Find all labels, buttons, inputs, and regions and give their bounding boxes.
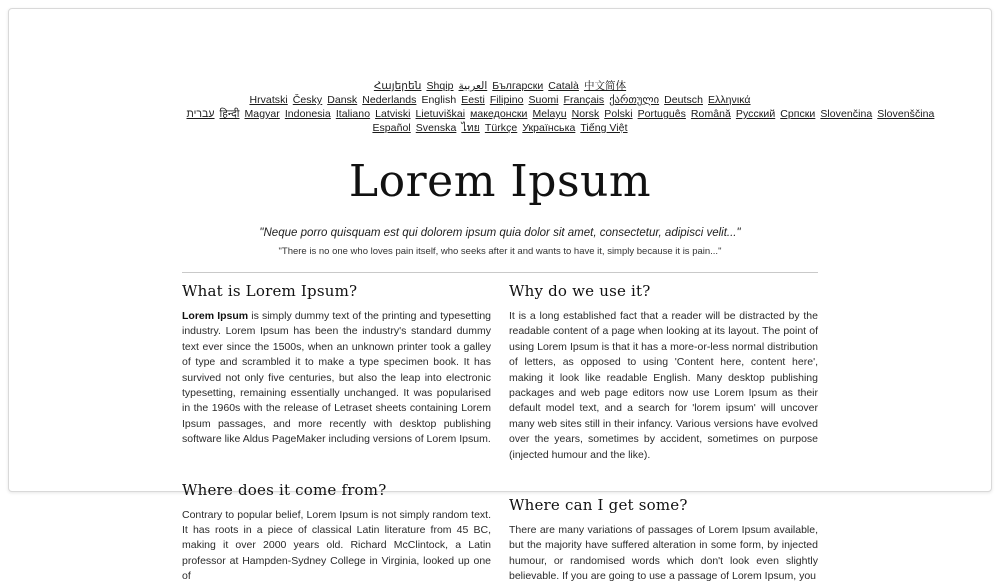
language-link[interactable]: العربية — [458, 80, 488, 92]
language-link[interactable]: ไทย — [461, 122, 480, 134]
page-title: Lorem Ipsum — [348, 156, 652, 207]
language-link[interactable]: Deutsch — [664, 94, 703, 106]
language-link-current[interactable]: English — [421, 94, 457, 106]
section-body: Contrary to popular belief, Lorem Ipsum is not simply random text. It has roots in a piece of classical Latin literature from 45 BC, making it over 2000 years old. Richard McClintock, a Latin professor at Hampden-Sydney College in Virginia, looked up one of — [182, 508, 491, 583]
language-link[interactable]: Česky — [292, 94, 323, 106]
language-link[interactable]: Tiếng Việt — [580, 122, 628, 134]
language-bar-line-1 — [184, 79, 816, 107]
language-link[interactable]: Nederlands — [362, 94, 417, 106]
section-body-text: is simply dummy text of the printing and typesetting industry. Lorem Ipsum has been the industry's standard dummy text ever since the 1500s, when an unknown printer took a galley of type and scrambled it to make a type specimen book. It has survived not only five centuries, but also the leap into electronic typesetting, remaining essentially unchanged. It was popularised in the 1960s with the release of Letraset sheets containing Lorem Ipsum passages, and more recently with desktop publishing software like Aldus PageMaker including versions of Lorem Ipsum. — [182, 310, 491, 446]
language-link[interactable]: 中文简体 — [583, 80, 627, 92]
language-link[interactable]: Српски — [780, 108, 816, 120]
section-heading: Where can I get some? — [509, 496, 688, 515]
language-link[interactable]: Հայերեն — [373, 80, 422, 92]
section-why-do-we-use-it — [509, 281, 818, 463]
language-link[interactable]: Türkçe — [484, 122, 518, 134]
language-bar-line-3 — [184, 121, 816, 135]
language-link[interactable]: Română — [690, 108, 731, 120]
language-link[interactable]: Українська — [522, 122, 576, 134]
section-heading: What is Lorem Ipsum? — [182, 282, 358, 300]
language-bar — [182, 79, 935, 135]
header-divider — [182, 272, 818, 273]
language-link[interactable]: Svenska — [415, 122, 457, 134]
language-link[interactable]: Slovenščina — [877, 108, 935, 120]
page-content — [182, 9, 935, 585]
section-where-can-i-get-some — [509, 495, 818, 585]
column-left — [182, 281, 491, 585]
language-link[interactable]: Русский — [735, 108, 776, 120]
language-link[interactable]: Suomi — [528, 94, 559, 106]
language-link[interactable]: ქართული — [609, 94, 660, 106]
language-link[interactable]: Eesti — [461, 94, 485, 106]
language-link[interactable]: עברית — [186, 108, 215, 120]
quote-latin: "Neque porro quisquam est qui dolorem ipsum quia dolor sit amet, consectetur, adipisci velit..." — [259, 227, 741, 239]
quote-english: "There is no one who loves pain itself, who seeks after it and wants to have it, simply because it is pain..." — [278, 246, 722, 257]
language-link[interactable]: Català — [548, 80, 579, 92]
section-what-is-lorem-ipsum — [182, 281, 491, 448]
language-link[interactable]: Dansk — [327, 94, 358, 106]
language-link[interactable]: हिन्दी — [219, 108, 240, 120]
language-link[interactable]: Slovenčina — [820, 108, 873, 120]
section-heading: Why do we use it? — [509, 282, 651, 300]
content-columns — [182, 281, 818, 585]
page-scroll-area[interactable] — [9, 9, 991, 583]
language-link[interactable]: Español — [372, 122, 411, 134]
language-link[interactable]: Norsk — [571, 108, 600, 120]
language-link[interactable]: Indonesia — [284, 108, 331, 120]
page-frame — [8, 8, 992, 583]
section-heading: Where does it come from? — [182, 480, 387, 499]
language-link[interactable]: Hrvatski — [249, 94, 288, 106]
section-body — [182, 309, 491, 448]
language-link[interactable]: македонски — [470, 108, 528, 120]
language-bar-line-2 — [184, 107, 935, 121]
language-link[interactable]: Ελληνικά — [708, 94, 751, 106]
language-link[interactable]: Melayu — [532, 108, 567, 120]
language-link[interactable]: Français — [563, 94, 605, 106]
language-link[interactable]: Magyar — [244, 108, 280, 120]
language-link[interactable]: Shqip — [426, 80, 454, 92]
language-link[interactable]: Latviski — [375, 108, 411, 120]
language-link[interactable]: Polski — [604, 108, 633, 120]
language-link[interactable]: Lietuviškai — [415, 108, 466, 120]
section-body: It is a long established fact that a reader will be distracted by the readable content of a page when looking at its layout. The point of using Lorem Ipsum is that it has a more-or-less normal distribution of letters, as opposed to using 'Content here, content here', making it look like readable English. Many desktop publishing packages and web page editors now use Lorem Ipsum as their default model text, and a search for 'lorem ipsum' will uncover many web sites still in their infancy. Various versions have evolved over the years, sometimes by accident, sometimes on purpose (injected humour and the like). — [509, 310, 818, 461]
column-right — [509, 281, 818, 585]
language-link[interactable]: Български — [492, 80, 544, 92]
language-link[interactable]: Filipino — [489, 94, 524, 106]
column-spacer — [182, 448, 491, 470]
column-spacer — [509, 463, 818, 485]
section-where-does-it-come-from — [182, 480, 491, 585]
section-body: There are many variations of passages of Lorem Ipsum available, but the majority have suffered alteration in some form, by injected humour, or randomised words which don't look even slightly believable. If you are going to use a passage of Lorem Ipsum, you — [509, 524, 818, 583]
language-link[interactable]: Italiano — [335, 108, 371, 120]
language-link[interactable]: Português — [637, 108, 686, 120]
section-lead-in: Lorem Ipsum — [182, 310, 249, 322]
